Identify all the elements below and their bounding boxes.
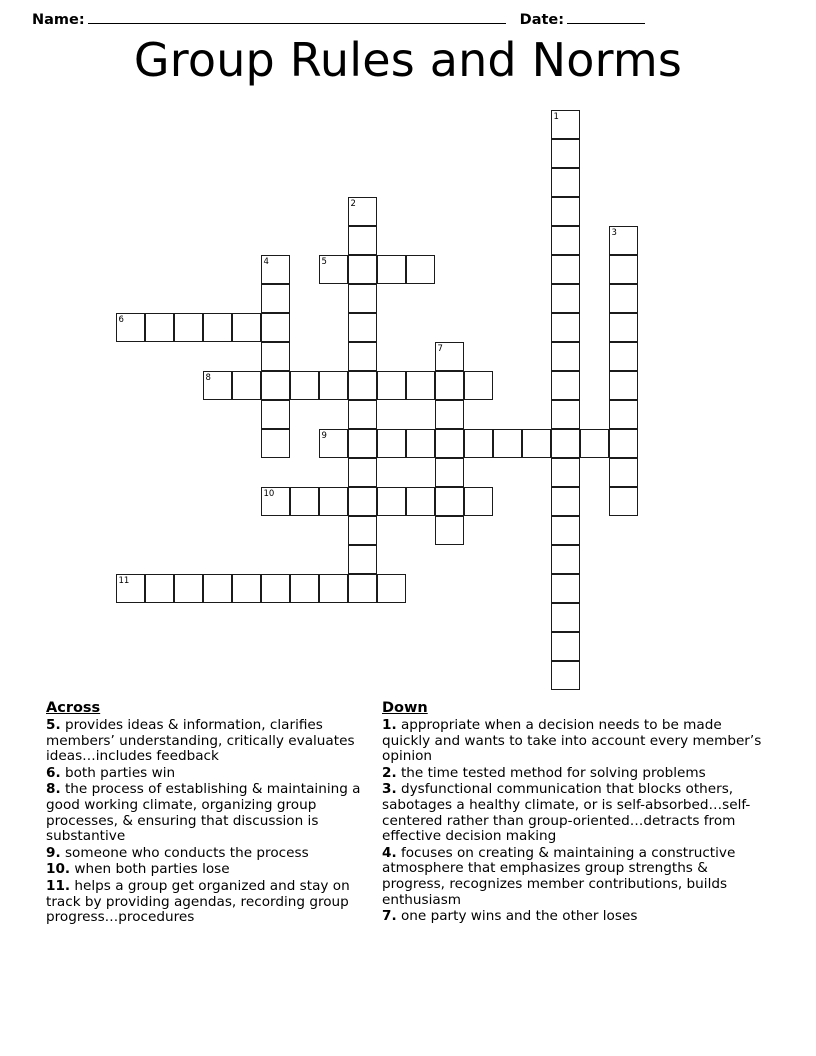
clue-text: dysfunctional communication that blocks others, sabotages a healthy climate, or is self-absorbed…self-centered rather than group-oriented…detracts from effective decision making [382,781,751,845]
grid-cell[interactable] [435,429,464,458]
grid-cell[interactable] [319,574,348,603]
clue-text: one party wins and the other loses [396,908,638,925]
across-clue-5 [46,718,368,765]
across-clue-list [46,718,368,926]
grid-cell[interactable] [435,342,464,371]
grid-cell[interactable] [203,574,232,603]
grid-cell[interactable] [435,516,464,545]
grid-clue-number: 5 [321,256,327,267]
grid-cell[interactable] [348,400,377,429]
across-clue-6 [46,766,368,782]
down-clue-1 [382,718,768,765]
grid-cell[interactable] [551,313,580,342]
grid-cell[interactable] [406,429,435,458]
grid-cell[interactable] [551,603,580,632]
grid-cell[interactable] [464,371,493,400]
across-clues-column [0,700,368,927]
grid-cell[interactable] [261,371,290,400]
grid-cell[interactable] [551,197,580,226]
grid-cell[interactable] [290,371,319,400]
down-clue-4 [382,846,768,908]
grid-cell[interactable] [580,429,609,458]
grid-cell[interactable] [522,429,551,458]
grid-cell[interactable] [319,255,348,284]
grid-cell[interactable] [348,342,377,371]
grid-clue-number: 9 [321,430,327,441]
grid-cell[interactable] [609,371,638,400]
grid-clue-number: 4 [263,256,269,267]
grid-cell[interactable] [348,226,377,255]
down-clue-2 [382,766,768,782]
grid-cell[interactable] [261,284,290,313]
grid-cell[interactable] [174,313,203,342]
clue-text: focuses on creating & maintaining a constructive atmosphere that emphasizes group strengths & progress, recognizes member contributions, builds enthusiasm [382,844,736,908]
grid-cell[interactable] [261,400,290,429]
grid-cell[interactable] [551,429,580,458]
grid-cell[interactable] [348,545,377,574]
grid-cell[interactable] [435,487,464,516]
grid-cell[interactable] [261,255,290,284]
clue-number: 4. [382,844,397,861]
grid-cell[interactable] [290,574,319,603]
grid-cell[interactable] [406,487,435,516]
clue-number: 7. [382,908,397,925]
grid-cell[interactable] [551,545,580,574]
grid-cell[interactable] [348,255,377,284]
grid-cell[interactable] [174,574,203,603]
grid-cell[interactable] [261,429,290,458]
grid-cell[interactable] [377,574,406,603]
grid-cell[interactable] [551,487,580,516]
clues-section [0,700,816,927]
grid-cell[interactable] [145,313,174,342]
clue-number: 3. [382,781,397,798]
grid-clue-number: 8 [205,372,211,383]
grid-cell[interactable] [348,487,377,516]
grid-cell[interactable] [348,516,377,545]
grid-cell[interactable] [261,313,290,342]
grid-cell[interactable] [232,574,261,603]
across-clue-10 [46,862,368,878]
down-clue-3 [382,782,768,844]
grid-cell[interactable] [551,458,580,487]
grid-clue-number: 6 [118,314,124,325]
clue-number: 2. [382,764,397,781]
date-label: Date: [519,12,565,28]
grid-cell[interactable] [609,458,638,487]
across-clue-9 [46,846,368,862]
across-clue-8 [46,782,368,844]
grid-cell[interactable] [551,342,580,371]
grid-cell[interactable] [116,313,145,342]
grid-cell[interactable] [290,487,319,516]
down-heading: Down [382,700,428,716]
down-clues-column [368,700,768,926]
grid-cell[interactable] [348,429,377,458]
grid-cell[interactable] [464,429,493,458]
clue-text: when both parties lose [70,861,230,878]
grid-cell[interactable] [261,574,290,603]
grid-cell[interactable] [406,255,435,284]
grid-cell[interactable] [551,661,580,690]
grid-clue-number: 10 [263,488,275,499]
grid-cell[interactable] [435,400,464,429]
grid-cell[interactable] [551,400,580,429]
grid-cell[interactable] [464,487,493,516]
clue-number: 5. [46,717,61,733]
clue-number: 1. [382,717,397,733]
clue-text: appropriate when a decision needs to be made quickly and wants to take into account every member’s opinion [382,717,762,765]
grid-cell[interactable] [261,342,290,371]
grid-cell[interactable] [406,371,435,400]
across-clue-11 [46,879,368,926]
clue-text: provides ideas & information, clarifies members’ understanding, critically evaluates ideas…includes feedback [46,717,355,765]
down-clue-7 [382,909,768,925]
name-label: Name: [32,12,85,28]
grid-cell[interactable] [609,313,638,342]
grid-clue-number: 11 [118,575,130,586]
grid-cell[interactable] [319,429,348,458]
grid-cell[interactable] [377,429,406,458]
grid-clue-number: 7 [437,343,443,354]
grid-cell[interactable] [377,487,406,516]
grid-cell[interactable] [232,313,261,342]
grid-cell[interactable] [551,226,580,255]
grid-cell[interactable] [348,284,377,313]
grid-cell[interactable] [609,255,638,284]
grid-cell[interactable] [203,313,232,342]
clue-number: 8. [46,781,61,798]
grid-cell[interactable] [609,284,638,313]
page-title: Group Rules and Norms [133,33,683,87]
grid-cell[interactable] [435,371,464,400]
clue-text: someone who conducts the process [60,844,309,861]
grid-cell[interactable] [348,197,377,226]
grid-cell[interactable] [551,139,580,168]
grid-cell[interactable] [609,487,638,516]
grid-clue-number: 3 [611,227,617,238]
grid-cell[interactable] [377,371,406,400]
grid-cell[interactable] [348,313,377,342]
grid-cell[interactable] [609,400,638,429]
grid-cell[interactable] [116,574,145,603]
grid-cell[interactable] [348,574,377,603]
grid-clue-number: 2 [350,198,356,209]
grid-cell[interactable] [348,371,377,400]
grid-cell[interactable] [319,487,348,516]
down-clue-list [382,718,768,925]
clue-text: helps a group get organized and stay on track by providing agendas, recording group progress…procedures [46,877,350,926]
grid-cell[interactable] [551,168,580,197]
grid-cell[interactable] [377,255,406,284]
clue-text: both parties win [60,764,176,781]
grid-cell[interactable] [261,487,290,516]
clue-number: 9. [46,844,61,861]
clue-number: 10. [46,861,71,878]
clue-number: 6. [46,764,61,781]
grid-cell[interactable] [551,110,580,139]
grid-cell[interactable] [551,632,580,661]
clue-number: 11. [46,877,71,894]
grid-clue-number: 1 [553,111,559,122]
grid-cell[interactable] [609,226,638,255]
grid-cell[interactable] [551,574,580,603]
grid-cell[interactable] [551,516,580,545]
across-heading: Across [46,700,101,716]
grid-cell[interactable] [348,458,377,487]
grid-cell[interactable] [551,255,580,284]
grid-cell[interactable] [203,371,232,400]
grid-cell[interactable] [145,574,174,603]
grid-cell[interactable] [319,371,348,400]
grid-cell[interactable] [493,429,522,458]
grid-cell[interactable] [435,458,464,487]
clue-text: the process of establishing & maintaining a good working climate, organizing group processes, & ensuring that discussion is substantive [46,781,361,845]
grid-cell[interactable] [609,429,638,458]
grid-cell[interactable] [609,342,638,371]
grid-cell[interactable] [551,371,580,400]
grid-cell[interactable] [232,371,261,400]
grid-cell[interactable] [551,284,580,313]
clue-text: the time tested method for solving problems [396,764,706,781]
